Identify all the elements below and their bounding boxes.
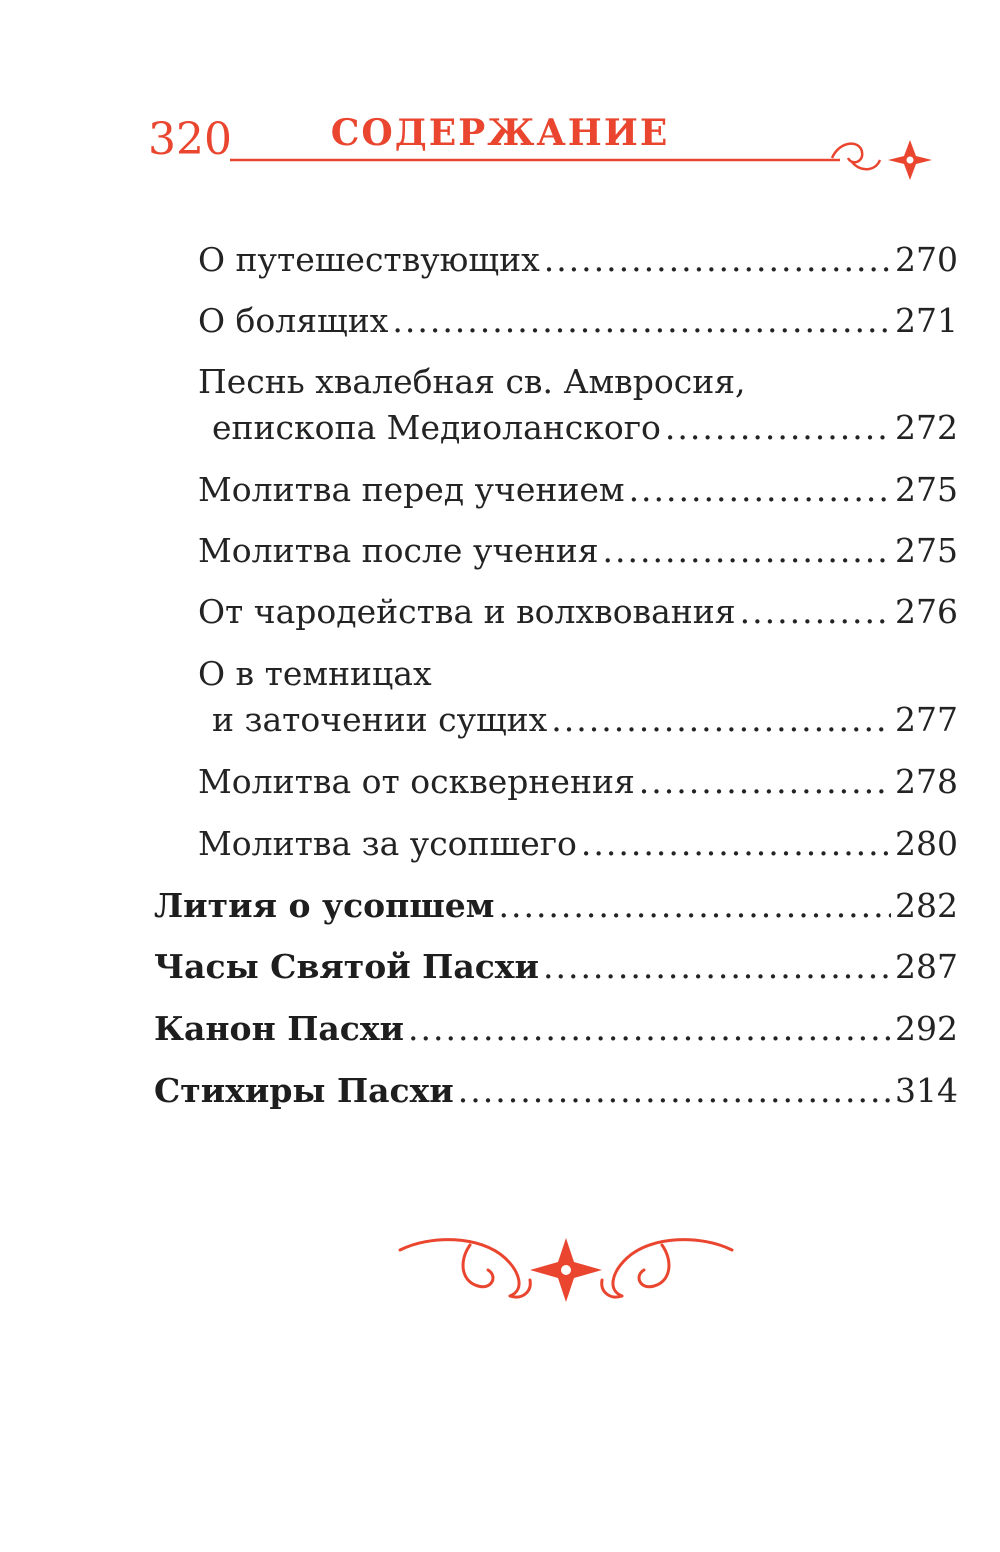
toc-entry-title: Стихиры Пасхи <box>154 1071 454 1110</box>
toc-entry-title: епископа Медиоланского <box>212 408 661 447</box>
toc-entry-title-line1: Песнь хвалебная св. Амвросия, <box>198 362 746 401</box>
toc-entry-title: О путешествующих <box>198 240 540 279</box>
toc-entry-page: 277 <box>895 700 958 739</box>
toc-entry-page: 275 <box>895 470 958 509</box>
toc-entry-title: Часы Святой Пасхи <box>154 947 539 986</box>
toc-entry-page: 292 <box>895 1009 958 1048</box>
toc-entry-page: 278 <box>895 762 958 801</box>
toc-entry-page: 314 <box>895 1071 958 1110</box>
toc-entry-title-line1: О в темницах <box>198 654 432 693</box>
toc-entry-title: Лития о усопшем <box>154 886 495 925</box>
toc-entry-page: 271 <box>895 301 958 340</box>
toc-entry-title: Молитва перед учением <box>198 470 625 509</box>
toc-entry-page: 276 <box>895 592 958 631</box>
toc-entry-page: 280 <box>895 824 958 863</box>
toc-entry-title: Канон Пасхи <box>154 1009 404 1048</box>
toc-entry-title: Молитва от осквернения <box>198 762 635 801</box>
toc-entry-page: 275 <box>895 531 958 570</box>
toc-entry-page: 282 <box>895 886 958 925</box>
running-title: СОДЕРЖАНИЕ <box>330 112 670 154</box>
toc-entry-page: 270 <box>895 240 958 279</box>
toc-entry-page: 287 <box>895 947 958 986</box>
toc-entry-page: 272 <box>895 408 958 447</box>
toc-entry-title: От чародейства и волхвования <box>198 592 736 631</box>
toc-entry-title: Молитва после учения <box>198 531 599 570</box>
page-number: 320 <box>148 114 232 165</box>
toc-entry-title: Молитва за усопшего <box>198 824 577 863</box>
toc-entry-title: и заточении сущих <box>212 700 548 739</box>
toc-entry-title: О болящих <box>198 301 389 340</box>
